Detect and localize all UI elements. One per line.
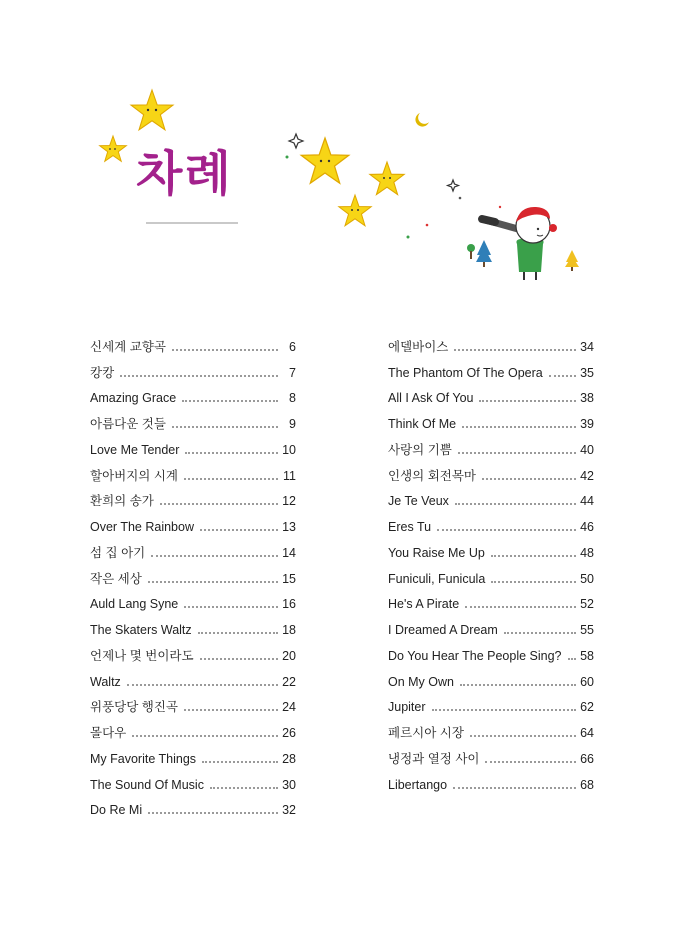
toc-entry-page: 20: [282, 648, 296, 663]
toc-entry-page: 38: [580, 391, 594, 406]
dot-leader: [485, 761, 576, 763]
toc-entry-title: He's A Pirate: [388, 597, 460, 612]
toc-entry-page: 11: [283, 468, 296, 483]
header-illustration: [0, 0, 700, 300]
toc-entry-title: 환희의 송가: [90, 494, 154, 509]
dot-leader: [148, 812, 278, 814]
dot-leader: [479, 400, 576, 402]
moon-icon: [415, 113, 429, 127]
toc-entry-title: Jupiter: [388, 700, 426, 715]
dot-leader: [462, 426, 576, 428]
toc-entry-page: 16: [282, 597, 296, 612]
dot-leader: [127, 684, 278, 686]
toc-entry[interactable]: [388, 663, 594, 689]
toc-entry[interactable]: [388, 457, 594, 483]
dot-leader: [200, 529, 278, 531]
dot-leader: [184, 478, 278, 480]
toc-entry-title: The Skaters Waltz: [90, 623, 192, 637]
toc-entry-page: 39: [580, 417, 594, 431]
dot-leader: [460, 684, 576, 686]
toc-entry-title: 할아버지의 시계: [90, 468, 178, 483]
toc-column-left: [90, 328, 296, 817]
toc-entry-title: My Favorite Things: [90, 751, 197, 766]
toc-entry-page: 52: [580, 597, 594, 612]
toc-entry[interactable]: [90, 405, 296, 431]
dot-leader: [491, 555, 576, 557]
toc-entry-title: 아름다운 것들: [90, 417, 166, 431]
toc-entry-title: 캉캉: [90, 365, 115, 380]
toc-entry-title: 섬 집 아기: [90, 545, 146, 560]
toc-entry-title: Amazing Grace: [90, 391, 177, 406]
toc-entry[interactable]: [90, 483, 296, 509]
dot-leader: [210, 787, 278, 789]
toc-entry[interactable]: [90, 534, 296, 560]
toc-entry-title: 작은 세상: [90, 571, 142, 586]
toc-entry-page: 13: [282, 520, 296, 534]
dot-leader: [437, 529, 576, 531]
toc-entry[interactable]: [388, 431, 594, 457]
toc-entry-page: 44: [580, 494, 594, 509]
toc-entry-page: 14: [282, 545, 296, 560]
toc-entry-page: 30: [282, 777, 296, 792]
star-icon: [339, 195, 371, 226]
dot-leader: [151, 555, 278, 557]
dot-leader: [504, 632, 576, 634]
toc-entry-page: 8: [289, 391, 296, 406]
toc-entry-title: On My Own: [388, 674, 454, 689]
toc-entry[interactable]: [90, 766, 296, 792]
toc-entry-title: All I Ask Of You: [388, 391, 474, 406]
page-title: 차례: [136, 146, 233, 202]
toc-entry[interactable]: [90, 328, 296, 354]
toc-entry-page: 42: [580, 468, 594, 483]
toc-entry-page: 40: [580, 442, 594, 457]
toc-entry-title: 사랑의 기쁨: [388, 442, 452, 457]
toc-entry-title: Waltz: [90, 674, 121, 689]
toc-entry[interactable]: [90, 637, 296, 663]
dot-leader: [458, 452, 576, 454]
toc-entry[interactable]: [388, 689, 594, 715]
tree-icon: [467, 240, 579, 271]
toc-entry[interactable]: [388, 380, 594, 406]
toc-entry[interactable]: [388, 534, 594, 560]
toc-entry-title: 신세계 교향곡: [90, 339, 166, 354]
toc-entry-page: 15: [282, 571, 296, 586]
dot-leader: [160, 503, 278, 505]
star-icon: [370, 162, 404, 195]
dot-leader: [172, 426, 278, 428]
dot-leader: [455, 503, 576, 505]
toc-entry-page: 55: [580, 623, 594, 637]
dot-leader: [470, 735, 576, 737]
toc-entry[interactable]: [90, 611, 296, 637]
dot-leader: [482, 478, 576, 480]
toc-entry-title: 에델바이스: [388, 339, 449, 354]
toc-entry-title: 인생의 회전목마: [388, 468, 476, 483]
toc-entry[interactable]: [90, 431, 296, 457]
toc-entry-page: 64: [580, 726, 594, 740]
toc-entry-title: Eres Tu: [388, 520, 432, 534]
toc-entry-page: 50: [580, 571, 594, 586]
toc-entry[interactable]: [388, 714, 594, 740]
toc-entry-page: 18: [282, 623, 296, 637]
toc-entry-title: 페르시아 시장: [388, 726, 464, 740]
toc-entry-page: 58: [580, 648, 594, 663]
toc-entry[interactable]: [90, 714, 296, 740]
dot-leader: [549, 375, 576, 377]
dot-leader: [465, 606, 576, 608]
dot-leader: [184, 606, 278, 608]
toc-entry-title: You Raise Me Up: [388, 545, 485, 560]
sparkle-icon: [289, 134, 459, 191]
toc-entry-page: 66: [580, 751, 594, 766]
dot-leader: [132, 735, 278, 737]
dot-leader: [491, 581, 576, 583]
star-icon: [131, 90, 173, 130]
toc-entry-title: Love Me Tender: [90, 442, 180, 457]
toc-entry-page: 34: [580, 339, 594, 354]
toc-entry-page: 62: [580, 700, 594, 715]
dot-leader: [200, 658, 278, 660]
toc-entry-title: Libertango: [388, 777, 448, 792]
dot-leader: [120, 375, 278, 377]
toc-entry-title: Do Re Mi: [90, 803, 143, 818]
toc-entry-title: Auld Lang Syne: [90, 597, 179, 612]
dot-leader: [184, 709, 278, 711]
toc-entry[interactable]: [90, 740, 296, 766]
toc-entry-title: The Sound Of Music: [90, 777, 204, 792]
toc-entry-page: 12: [282, 494, 296, 509]
star-icon: [100, 136, 127, 161]
toc-entry[interactable]: [388, 328, 594, 354]
toc-entry-page: 9: [289, 417, 296, 431]
toc-entry-page: 32: [282, 803, 296, 818]
toc-entry[interactable]: [388, 611, 594, 637]
dot-leader: [202, 761, 278, 763]
toc-entry[interactable]: [388, 483, 594, 509]
toc-entry[interactable]: [388, 586, 594, 612]
toc-entry[interactable]: [90, 663, 296, 689]
toc-entry-title: 냉정과 열정 사이: [388, 751, 480, 766]
dot-leader: [198, 632, 278, 634]
toc-entry[interactable]: [388, 560, 594, 586]
toc-entry-page: 48: [580, 545, 594, 560]
toc-entry-page: 26: [282, 726, 296, 740]
toc-entry[interactable]: [90, 508, 296, 534]
toc-entry-title: Over The Rainbow: [90, 520, 194, 534]
toc-entry[interactable]: [388, 637, 594, 663]
toc-entry[interactable]: [388, 354, 594, 380]
toc-entry[interactable]: [90, 457, 296, 483]
toc-entry[interactable]: [90, 560, 296, 586]
star-icon: [301, 138, 349, 183]
toc-entry-page: 22: [282, 674, 296, 689]
dot-leader: [454, 349, 576, 351]
toc-entry-title: 몰다우: [90, 726, 127, 740]
toc-entry-page: 35: [580, 365, 594, 380]
toc-entry[interactable]: [90, 792, 296, 818]
dots: [286, 156, 502, 239]
toc-column-right: [388, 328, 594, 792]
toc-entry[interactable]: [90, 689, 296, 715]
dot-leader: [148, 581, 278, 583]
toc-entry-title: Do You Hear The People Sing?: [388, 648, 562, 663]
toc-entry[interactable]: [388, 766, 594, 792]
toc-entry[interactable]: [388, 740, 594, 766]
toc-entry-page: 68: [580, 777, 594, 792]
toc-entry[interactable]: [90, 380, 296, 406]
toc-entry-title: 언제나 몇 번이라도: [90, 648, 194, 663]
dot-leader: [568, 658, 576, 660]
dot-leader: [453, 787, 576, 789]
toc-entry-title: Think Of Me: [388, 417, 457, 431]
dot-leader: [182, 400, 278, 402]
toc-entry-page: 7: [289, 365, 296, 380]
toc-entry-title: 위풍당당 행진곡: [90, 700, 178, 715]
toc-entry[interactable]: [90, 586, 296, 612]
dot-leader: [185, 452, 278, 454]
toc-entry-title: The Phantom Of The Opera: [388, 365, 543, 380]
toc-entry-page: 46: [580, 520, 594, 534]
toc-entry[interactable]: [388, 508, 594, 534]
toc-entry[interactable]: [388, 405, 594, 431]
toc-entry-title: Funiculi, Funicula: [388, 571, 486, 586]
toc-entry-page: 60: [580, 674, 594, 689]
toc-entry-page: 6: [289, 339, 296, 354]
toc-entry[interactable]: [90, 354, 296, 380]
dot-leader: [432, 709, 576, 711]
toc-entry-title: I Dreamed A Dream: [388, 623, 498, 637]
toc-entry-page: 10: [282, 442, 296, 457]
toc-entry-page: 24: [282, 700, 296, 715]
toc-entry-title: Je Te Veux: [388, 494, 449, 509]
child-with-telescope: [482, 207, 557, 280]
toc-entry-page: 28: [282, 751, 296, 766]
title-underline: [146, 222, 238, 224]
dot-leader: [172, 349, 278, 351]
